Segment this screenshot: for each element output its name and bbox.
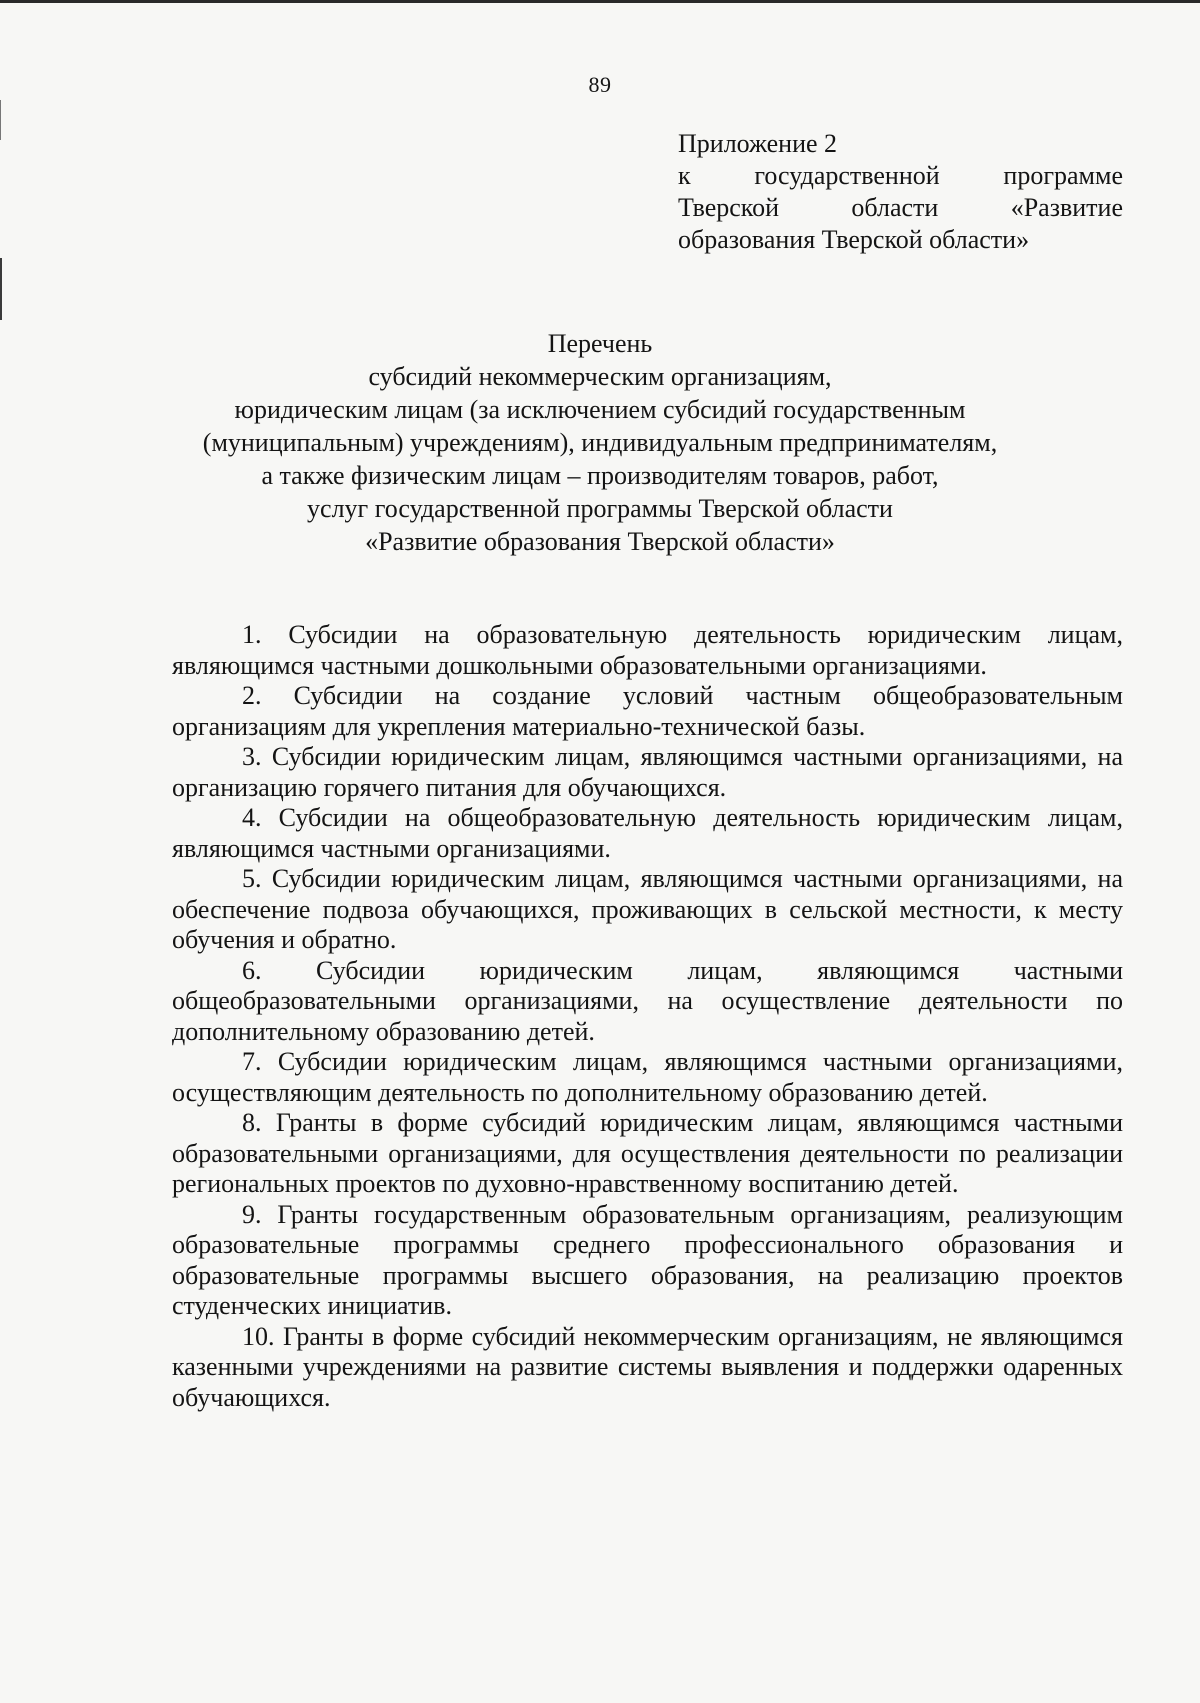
title-line: субсидий некоммерческим организациям,: [368, 362, 832, 391]
item-number: 5.: [242, 864, 262, 893]
appendix-word: области: [851, 193, 939, 222]
list-item: [172, 1108, 1123, 1200]
appendix-word: государственной: [754, 161, 940, 190]
scan-left-edge-mark: [0, 100, 1, 140]
scan-left-edge-mark: [0, 258, 2, 320]
item-text: Субсидии юридическим лицам, являющимся частными организациями, осуществляющим деятельность по дополнительному образованию детей.: [172, 1047, 1124, 1107]
item-number: 9.: [242, 1199, 262, 1229]
appendix-word: «Развитие: [1010, 193, 1123, 222]
appendix-word: программе: [1003, 161, 1123, 190]
list-item: [172, 1322, 1123, 1414]
item-text: Субсидии юридическим лицам, являющимся частными общеобразовательными организациями, на осуществление деятельности по дополнительному образованию детей.: [172, 955, 1123, 1046]
list-item: [172, 803, 1123, 864]
list-item: [172, 864, 1123, 956]
list-item: [172, 620, 1123, 681]
item-number: 7.: [242, 1047, 262, 1076]
title-line: (муниципальным) учреждениям), индивидуальным предпринимателям,: [202, 428, 998, 457]
item-number: 2.: [242, 681, 262, 710]
item-text: Субсидии на образовательную деятельность юридическим лицам, являющимся частными дошкольными образовательными организациями.: [172, 620, 1124, 680]
title-line: юридическим лицам (за исключением субсидий государственным: [234, 395, 966, 424]
appendix-word: к: [678, 161, 691, 190]
item-number: 8.: [242, 1108, 262, 1137]
page-number: 89: [588, 72, 612, 97]
appendix-line-2: [678, 192, 1123, 224]
item-text: Субсидии на общеобразовательную деятельность юридическим лицам, являющимся частными организациями.: [172, 803, 1123, 863]
item-text: Субсидии юридическим лицам, являющимся частными организациями, на организацию горячего питания для обучающихся.: [172, 742, 1124, 802]
item-text: Гранты в форме субсидий юридическим лицам, являющимся частными образовательными организациями, для осуществления деятельности по реализации региональных проектов по духовно-нравственному воспитанию детей.: [172, 1108, 1124, 1198]
list-item: [172, 681, 1123, 742]
item-text: Субсидии на создание условий частным общеобразовательным организациям для укрепления материально-технической базы.: [172, 681, 1123, 741]
appendix-title: Приложение 2: [678, 129, 838, 158]
appendix-note: [678, 128, 1123, 256]
item-text: Гранты в форме субсидий некоммерческим организациям, не являющимся казенными учреждениями на развитие системы выявления и поддержки одаренных обучающихся.: [172, 1321, 1123, 1412]
item-number: 1.: [242, 620, 262, 649]
item-text: Субсидии юридическим лицам, являющимся частными организациями, на обеспечение подвоза обучающихся, проживающих в сельской местности, к месту обучения и обратно.: [172, 864, 1124, 954]
title-heading: Перечень: [547, 329, 653, 358]
document-title: [150, 327, 1050, 558]
list-item: [172, 1047, 1123, 1108]
list-item: [172, 1200, 1123, 1322]
subsidy-list: [172, 620, 1123, 1413]
title-line: а также физическим лицам – производителям товаров, работ,: [261, 461, 939, 490]
item-number: 6.: [242, 955, 262, 985]
appendix-line-3: образования Тверской области»: [678, 225, 1030, 254]
list-item: [172, 956, 1123, 1048]
item-number: 10.: [242, 1321, 275, 1351]
scan-top-edge: [0, 0, 1200, 3]
item-number: 4.: [242, 803, 262, 832]
appendix-word: Тверской: [678, 193, 780, 222]
item-number: 3.: [242, 742, 262, 771]
title-line: «Развитие образования Тверской области»: [365, 527, 835, 556]
appendix-line-1: [678, 160, 1123, 192]
title-line: услуг государственной программы Тверской области: [307, 494, 893, 523]
list-item: [172, 742, 1123, 803]
item-text: Гранты государственным образовательным организациям, реализующим образовательные программы среднего профессионального образования и образовательные программы высшего образования, на реализацию проектов студенческих инициатив.: [172, 1199, 1123, 1320]
